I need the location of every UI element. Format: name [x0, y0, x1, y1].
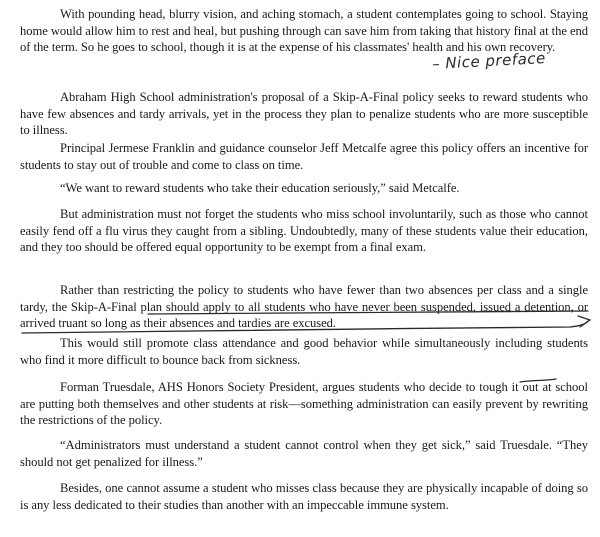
- paragraph-conclusion: Besides, one cannot assume a student who misses class because they are physically incapable of doing so is any less dedicated to their studies than another with an impeccable immune system.: [20, 481, 588, 512]
- paragraph-principal: Principal Jermese Franklin and guidance counselor Jeff Metcalfe agree this policy offers an incentive for students to stay out of trouble and come to class on time.: [20, 141, 588, 172]
- handwritten-note: – Nice preface: [431, 49, 547, 73]
- paragraph-truesdale: Forman Truesdale, AHS Honors Society President, argues students who decide to tough it out at school are putting both themselves and other students at risk—something administration can easily prevent by rewriting the restrictions of the policy.: [20, 380, 588, 428]
- paragraph-quote-metcalfe: “We want to reward students who take their education seriously,” said Metcalfe.: [60, 181, 460, 195]
- paragraph-alternative: Rather than restricting the policy to students who have fewer than two absences per class and a single tardy, the Skip-A-Final plan should apply to all students who have never been suspended, issued a detention, or arrived truant so long as their absences and tardies are excused.: [20, 283, 588, 331]
- paragraph-proposal: Abraham High School administration's proposal of a Skip-A-Final policy seeks to reward students who have few absences and tardy arrivals, yet in the process they plan to penalize students who are more susceptible to illness.: [20, 90, 588, 138]
- paragraph-attendance: This would still promote class attendance and good behavior while simultaneously including students who find it more difficult to bounce back from sickness.: [20, 336, 588, 367]
- paragraph-quote-truesdale: “Administrators must understand a student cannot control when they get sick,” said Truesdale. “They should not get penalized for illness.”: [20, 438, 588, 469]
- paragraph-administration: But administration must not forget the students who miss school involuntarily, such as those who cannot easily fend off a flu virus they caught from a sibling. Undoubtedly, many of these students value their education, and they too should be offered equal opportunity to be exempt from a final exam.: [20, 207, 588, 255]
- paragraph-intro: With pounding head, blurry vision, and aching stomach, a student contemplates going to school. Staying home would allow him to rest and heal, but pushing through can save him from taking that history final at the end of the term. So he goes to school, though it is at the expense of his classmates' health and his own recovery.: [20, 7, 588, 55]
